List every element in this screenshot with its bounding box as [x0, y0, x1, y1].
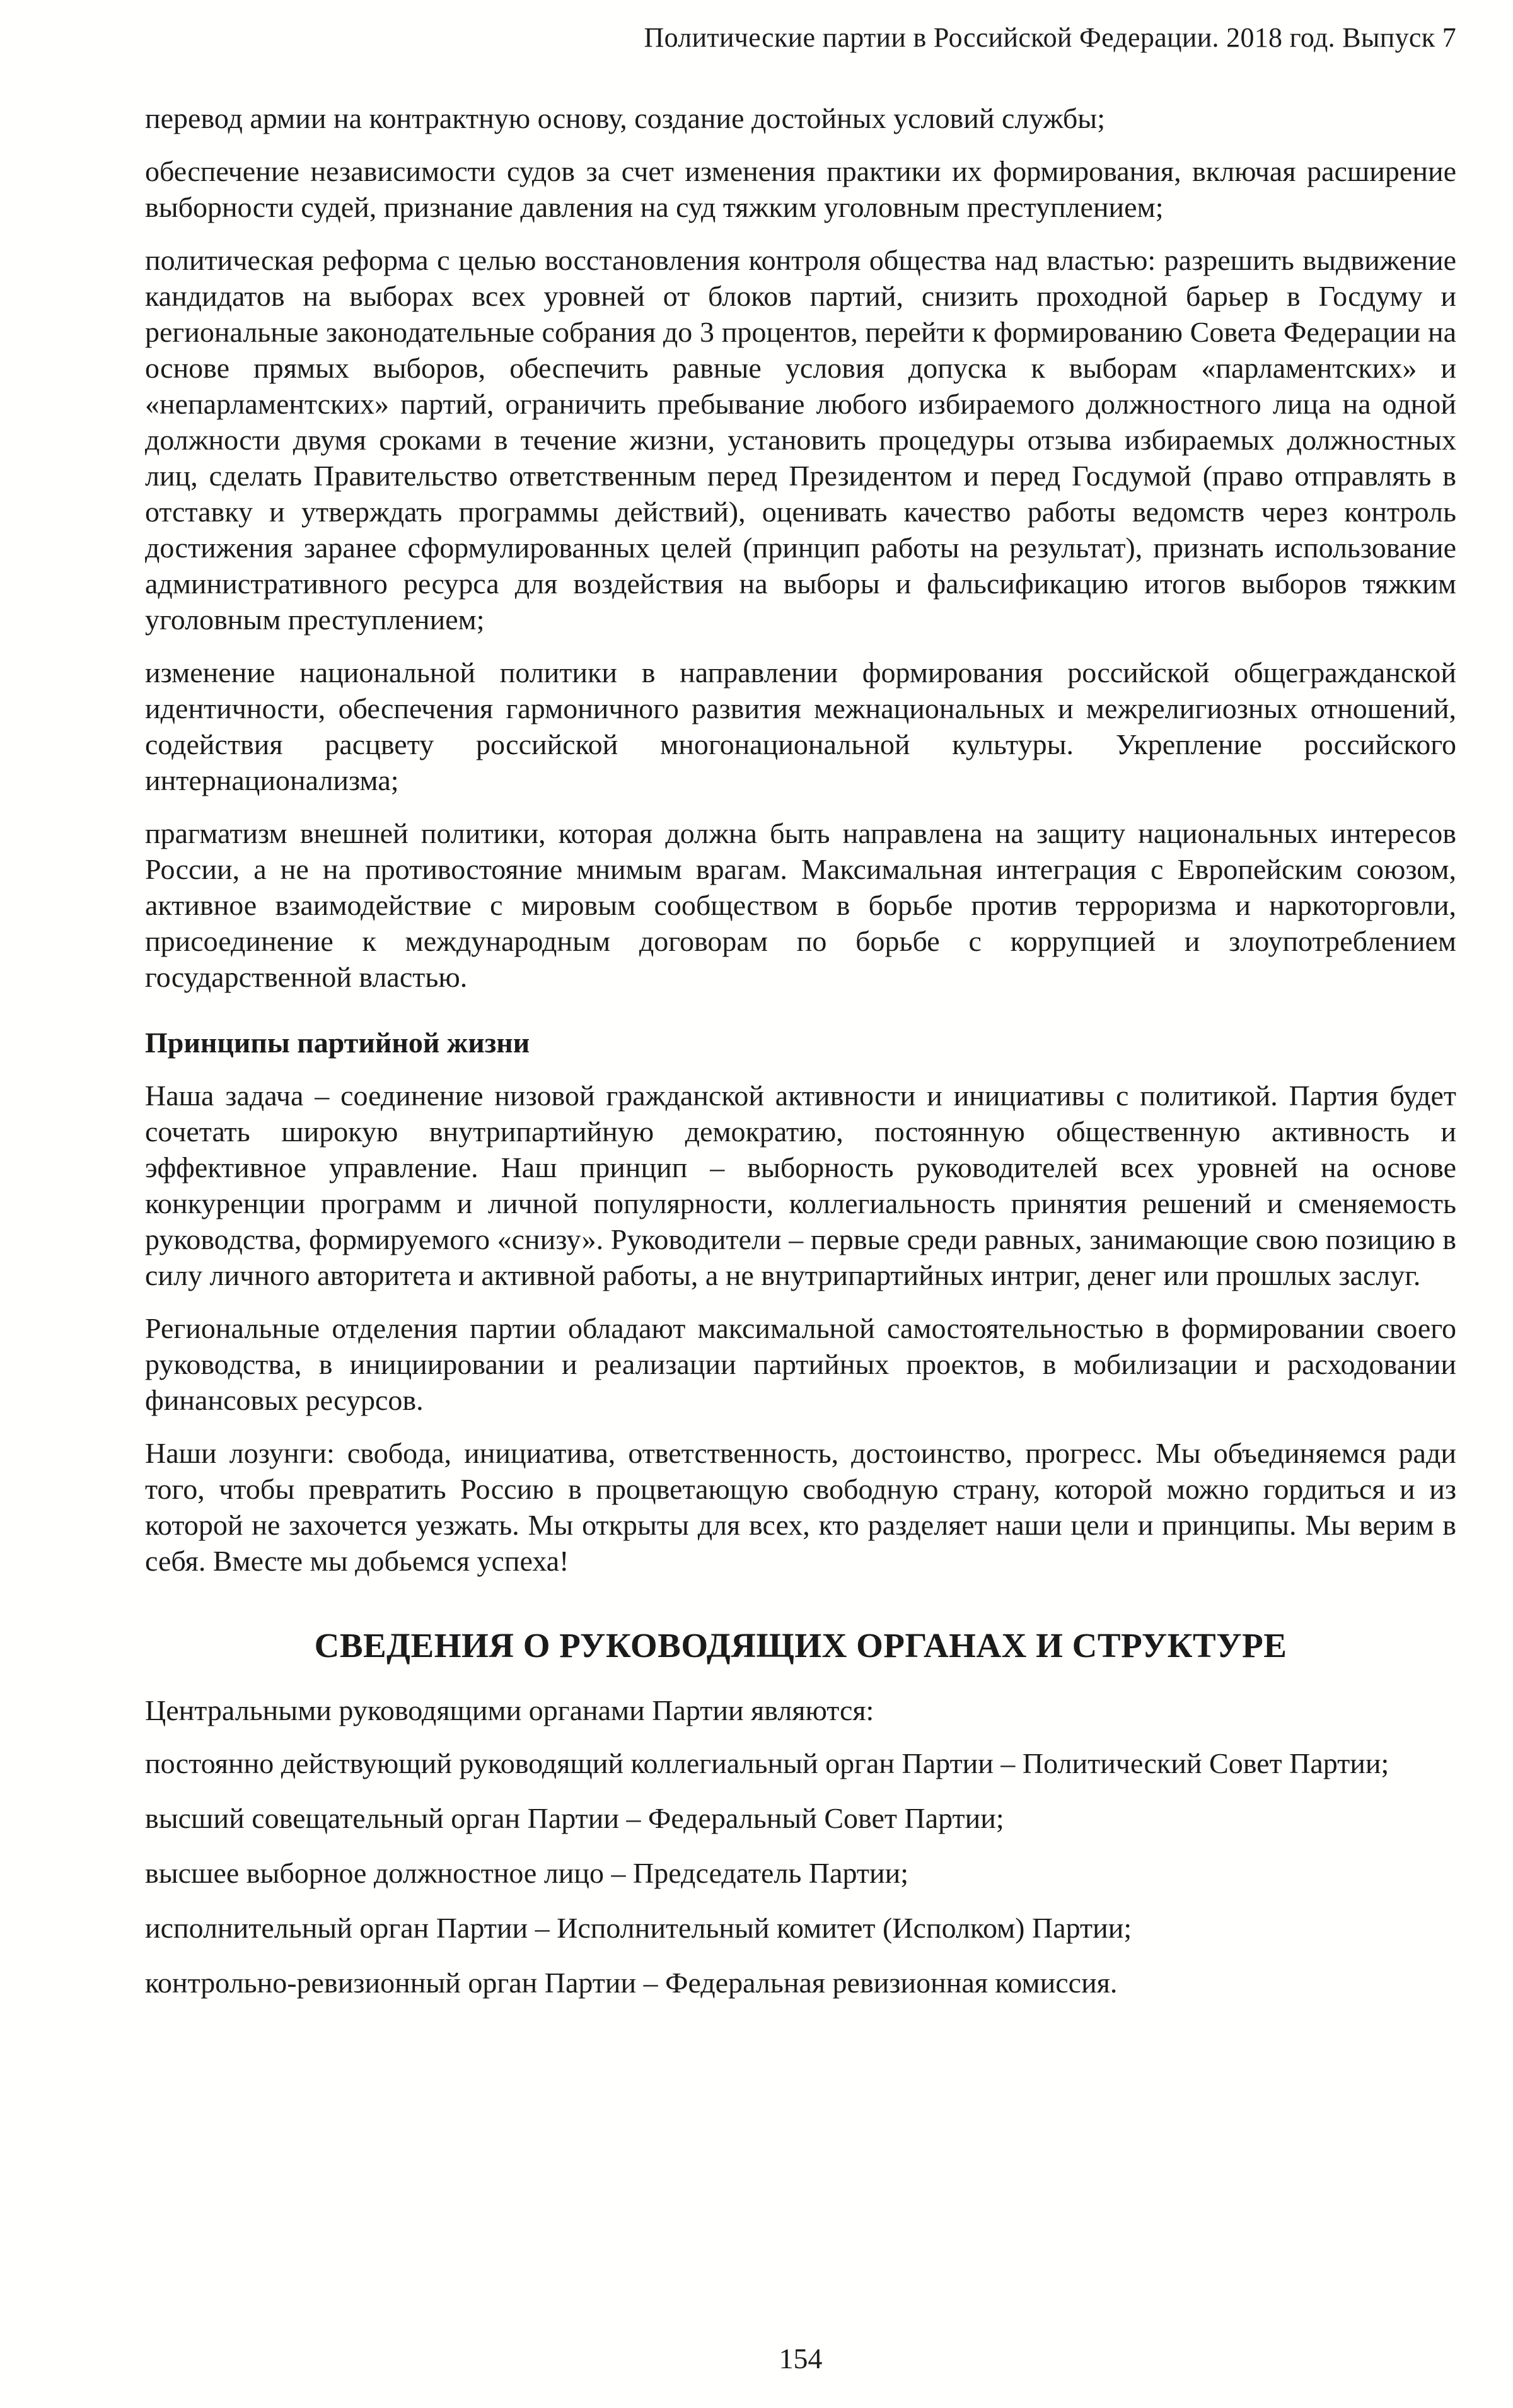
paragraph: прагматизм внешней политики, которая должна быть направлена на защиту национальных интересов России, а не на противостояние мнимым врагам. Максимальная интеграция с Европейским союзом, активное взаимодействие с мировым сообществом в борьбе против терроризма и наркоторговли, присоединение к международным договорам по борьбе с коррупцией и злоупотреблением государственной властью. — [145, 817, 1456, 994]
paragraph: Наша задача – соединение низовой гражданской активности и инициативы с политикой. Партия будет сочетать широкую внутрипартийную демократию, постоянную общественную активность и эффективное управление. Наш принцип – выборность руководителей всех уровней на основе конкуренции программ и личной популярности, коллегиальность принятия решений и сменяемость руководства, формируемого «снизу». Руководители – первые среди равных, занимающие свою позицию в силу личного авторитета и активной работы, а не внутрипартийных интриг, денег или прошлых заслуг. — [145, 1079, 1456, 1291]
paragraph: Наши лозунги: свобода, инициатива, ответственность, достоинство, прогресс. Мы объединяемся ради того, чтобы превратить Россию в процветающую свободную страну, которой можно гордиться и из которой не захочется уезжать. Мы открыты для всех, кто разделяет наши цели и принципы. Мы верим в себя. Вместе мы добьемся успеха! — [145, 1436, 1456, 1577]
text-block — [145, 100, 1456, 2001]
list-item: постоянно действующий руководящий коллегиальный орган Партии – Политический Совет Партии; — [145, 1747, 1389, 1780]
section-heading-governing-bodies: СВЕДЕНИЯ О РУКОВОДЯЩИХ ОРГАНАХ И СТРУКТУРЕ — [314, 1626, 1287, 1665]
list-item: контрольно-ревизионный орган Партии – Федеральная ревизионная комиссия. — [145, 1967, 1118, 1999]
list-item: высшее выборное должностное лицо – Председатель Партии; — [145, 1857, 908, 1890]
running-header: Политические партии в Российской Федерации. 2018 год. Выпуск 7 — [644, 22, 1456, 53]
section-intro: Центральными руководящими органами Партии являются: — [145, 1694, 874, 1727]
list-item: высший совещательный орган Партии – Федеральный Совет Партии; — [145, 1802, 1004, 1835]
paragraph: политическая реформа с целью восстановления контроля общества над властью: разрешить выдвижение кандидатов на выборах всех уровней от блоков партий, снизить проходной барьер в Госдуму и региональные законодательные собрания до 3 процентов, перейти к формированию Совета Федерации на основе прямых выборов, обеспечить равные условия допуска к выборам «парламентских» и «непарламентских» партий, ограничить пребывание любого избираемого должностного лица на одной должности двумя сроками в течение жизни, установить процедуры отзыва избираемых должностных лиц, сделать Правительство ответственным перед Президентом и перед Госдумой (право отправлять в отставку и утверждать программы действий), оценивать качество работы ведомств через контроль достижения заранее сформулированных целей (принцип работы на результат), признать использование административного ресурса для воздействия на выборы и фальсификацию итогов выборов тяжким уголовным преступлением; — [145, 243, 1456, 636]
paragraph: обеспечение независимости судов за счет изменения практики их формирования, включая расширение выборности судей, признание давления на суд тяжким уголовным преступлением; — [145, 154, 1456, 223]
paragraph: перевод армии на контрактную основу, создание достойных условий службы; — [145, 102, 1105, 134]
paragraph: изменение национальной политики в направлении формирования российской общегражданской идентичности, обеспечения гармоничного развития межнациональных и межрелигиозных отношений, содействия расцвету российской многонациональной культуры. Укрепление российского интернационализма; — [145, 656, 1456, 797]
section-heading-party-life-principles: Принципы партийной жизни — [145, 1026, 530, 1059]
page-number: 154 — [779, 2342, 823, 2375]
list-item: исполнительный орган Партии – Исполнительный комитет (Исполком) Партии; — [145, 1912, 1132, 1945]
paragraph: Региональные отделения партии обладают максимальной самостоятельностью в формировании своего руководства, в инициировании и реализации партийных проектов, в мобилизации и расходовании финансовых ресурсов. — [145, 1312, 1456, 1416]
